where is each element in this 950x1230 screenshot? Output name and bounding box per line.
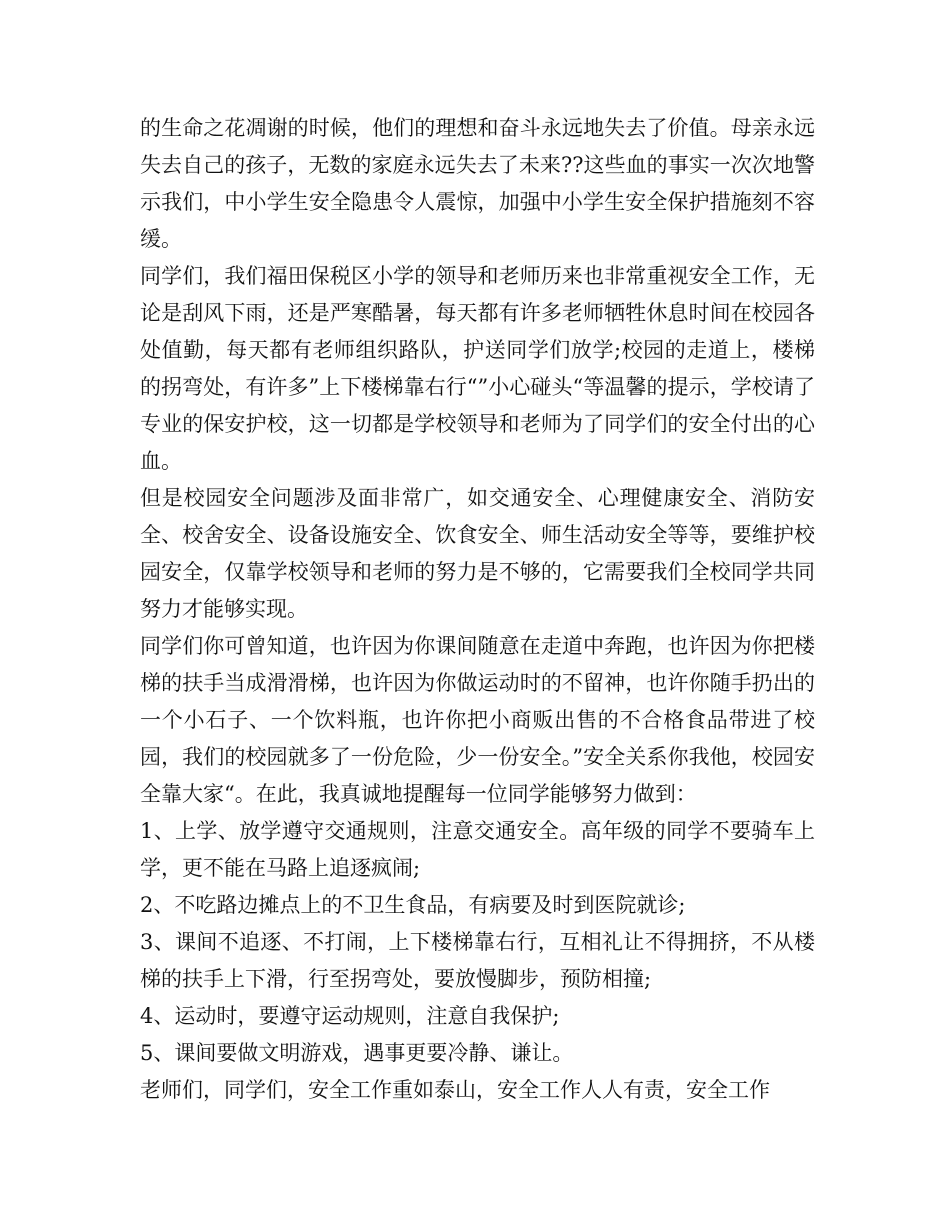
document-body	[140, 110, 815, 1109]
list-item-2: 2、不吃路边摊点上的不卫生食品，有病要及时到医院就诊;	[140, 893, 686, 917]
paragraph-closing: 老师们，同学们，安全工作重如泰山，安全工作人人有责，安全工作	[140, 1078, 770, 1102]
list-item-1: 1、上学、放学遵守交通规则，注意交通安全。高年级的同学不要骑车上学，更不能在马路上追逐疯闹;	[140, 819, 815, 880]
list-item-5: 5、课间要做文明游戏，遇事更要冷静、谦让。	[140, 1041, 574, 1065]
paragraph-3: 但是校园安全问题涉及面非常广，如交通安全、心理健康安全、消防安全、校舍安全、设备设施安全、饮食安全、师生活动安全等等，要维护校园安全，仅靠学校领导和老师的努力是不够的，它需要我们全校同学共同努力才能够实现。	[140, 486, 815, 621]
paragraph-2: 同学们，我们福田保税区小学的领导和老师历来也非常重视安全工作，无论是刮风下雨，还是严寒酷暑，每天都有许多老师牺牲休息时间在校园各处值勤，每天都有老师组织路队，护送同学们放学;校园的走道上，楼梯的拐弯处，有许多”上下楼梯靠右行“”小心碰头“等温馨的提示，学校请了专业的保安护校，这一切都是学校领导和老师为了同学们的安全付出的心血。	[140, 264, 815, 473]
paragraph-4: 同学们你可曾知道，也许因为你课间随意在走道中奔跑，也许因为你把楼梯的扶手当成滑滑梯，也许因为你做运动时的不留神，也许你随手扔出的一个小石子、一个饮料瓶，也许你把小商贩出售的不合格食品带进了校园，我们的校园就多了一份危险，少一份安全。”安全关系你我他，校园安全靠大家“。在此，我真诚地提醒每一位同学能够努力做到：	[140, 634, 815, 806]
paragraph-1: 的生命之花凋谢的时候，他们的理想和奋斗永远地失去了价值。母亲永远失去自己的孩子，无数的家庭永远失去了未来??这些血的事实一次次地警示我们，中小学生安全隐患令人震惊，加强中小学生安全保护措施刻不容缓。	[140, 116, 815, 251]
list-item-4: 4、运动时，要遵守运动规则，注意自我保护;	[140, 1004, 560, 1028]
list-item-3: 3、课间不追逐、不打闹，上下楼梯靠右行，互相礼让不得拥挤，不从楼梯的扶手上下滑，行至拐弯处，要放慢脚步，预防相撞;	[140, 930, 815, 991]
